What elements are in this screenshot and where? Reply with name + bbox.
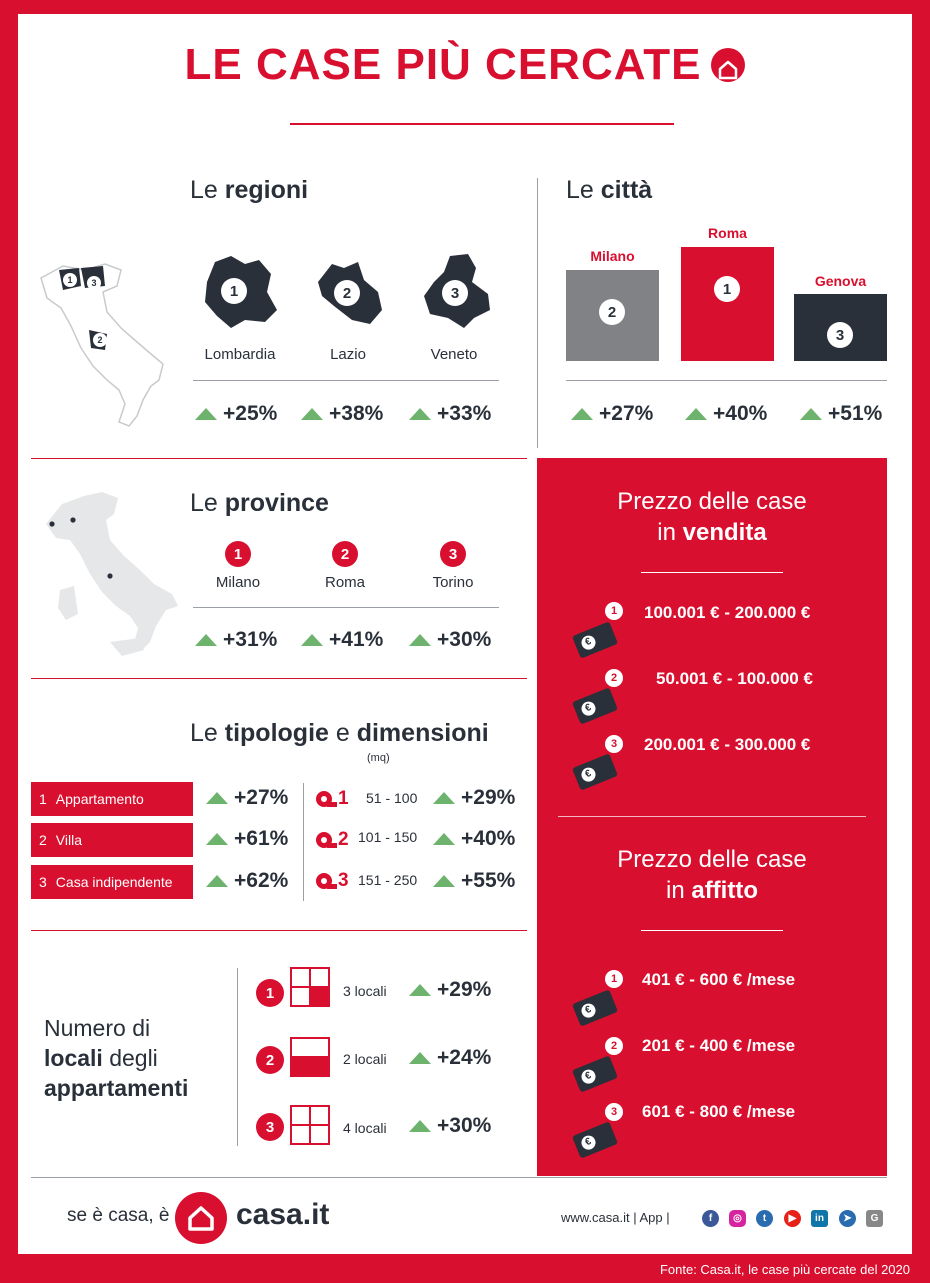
- floorplan-4-icon: [290, 1105, 330, 1145]
- euro-symbol: €: [579, 700, 597, 718]
- measuring-tape-icon: [315, 872, 337, 890]
- type-rank-2: 2: [39, 832, 47, 848]
- type-appartamento: [31, 782, 193, 816]
- up-arrow-icon: [206, 833, 228, 845]
- tipologie-heading-pre: Le: [190, 719, 225, 747]
- euro-symbol: €: [579, 766, 597, 784]
- type-rank-3: 3: [39, 874, 47, 890]
- title-text: LE CASE PIÙ CERCATE: [184, 40, 702, 89]
- size-range-1: 51 - 100: [366, 790, 418, 806]
- facebook-icon[interactable]: f: [702, 1210, 719, 1227]
- size-change-1-value: +29%: [461, 786, 516, 809]
- tipologie-heading-bold2: dimensioni: [356, 719, 489, 747]
- casa-logo-icon: [175, 1192, 227, 1244]
- city-change-1-value: +27%: [599, 402, 654, 425]
- lombardia-rank: 1: [221, 278, 247, 304]
- up-arrow-icon: [206, 875, 228, 887]
- affitto-divider: [641, 930, 783, 931]
- tipologie-heading: [190, 719, 489, 748]
- city-change-3-value: +51%: [828, 402, 883, 425]
- citta-divider: [566, 380, 887, 381]
- section-divider-3: [31, 930, 527, 931]
- affitto-rank-3: 3: [605, 1103, 623, 1121]
- locali-change-1-value: +29%: [437, 978, 492, 1001]
- province-heading-pre: Le: [190, 489, 225, 517]
- euro-symbol: €: [579, 1134, 597, 1152]
- affitto-range-1: 401 € - 600 € /mese: [642, 970, 796, 989]
- locali-heading-rest: degli: [102, 1045, 158, 1071]
- city-bar-roma: [681, 247, 774, 361]
- tipologie-vertical-divider: [303, 783, 304, 901]
- regione-change-3: [409, 402, 491, 426]
- vendita-range-3: 200.001 € - 300.000 €: [644, 735, 811, 754]
- affitto-heading-bold: affitto: [691, 877, 758, 904]
- up-arrow-icon: [800, 408, 822, 420]
- up-arrow-icon: [301, 408, 323, 420]
- city-rank-genova: 3: [827, 322, 853, 348]
- affitto-rank-1: 1: [605, 970, 623, 988]
- tipologie-heading-mid: e: [328, 719, 357, 747]
- top-section-divider: [537, 178, 538, 448]
- province-change-1: [195, 628, 277, 652]
- affitto-range-2: 201 € - 400 € /mese: [642, 1036, 796, 1055]
- type-change-1: [206, 786, 288, 810]
- city-name-roma: Roma: [708, 225, 747, 241]
- type-change-3: [206, 869, 288, 893]
- type-rank-1: 1: [39, 791, 47, 807]
- lazio-rank: 2: [334, 280, 360, 306]
- regione-label-2: Lazio: [330, 346, 366, 363]
- regioni-heading-bold: regioni: [224, 176, 309, 204]
- locali-rank-3: 3: [256, 1113, 284, 1141]
- up-arrow-icon: [433, 792, 455, 804]
- up-arrow-icon: [409, 1120, 431, 1132]
- price-tag-icon: [572, 1121, 618, 1158]
- vendita-range-2: 50.001 € - 100.000 €: [656, 669, 813, 688]
- instagram-icon[interactable]: ◎: [729, 1210, 746, 1227]
- size-rank-1: 1: [338, 788, 349, 809]
- type-name-1: Appartamento: [55, 791, 144, 807]
- province-change-2: [301, 628, 383, 652]
- section-divider-2: [31, 678, 527, 679]
- house-icon: [711, 48, 745, 82]
- vendita-heading-pre: in: [657, 519, 683, 546]
- city-name-genova: Genova: [814, 273, 867, 289]
- locali-change-3: [409, 1114, 491, 1138]
- locali-vertical-divider: [237, 968, 238, 1146]
- city-change-2: [685, 402, 767, 426]
- vendita-heading-bold: vendita: [682, 519, 767, 546]
- locali-change-1: [409, 978, 491, 1002]
- size-row-2: [315, 829, 349, 851]
- city-rank-milano: 2: [599, 299, 625, 325]
- price-tag-icon: [572, 1055, 618, 1092]
- affitto-heading-pre: in: [665, 877, 692, 904]
- price-tag-icon: [572, 753, 618, 790]
- province-rank-2: 2: [332, 541, 358, 567]
- price-tag-icon: [572, 989, 618, 1026]
- type-villa: [31, 823, 193, 857]
- title-divider: [290, 123, 674, 125]
- map-badge-veneto: 3: [87, 276, 101, 290]
- up-arrow-icon: [433, 875, 455, 887]
- city-change-2-value: +40%: [713, 402, 768, 425]
- type-casa-indipendente: [31, 865, 193, 899]
- up-arrow-icon: [206, 792, 228, 804]
- province-change-1-value: +31%: [223, 628, 278, 651]
- up-arrow-icon: [301, 634, 323, 646]
- vendita-range-1: 100.001 € - 200.000 €: [644, 603, 811, 622]
- map-badge-lombardia: 1: [63, 273, 77, 287]
- telegram-icon[interactable]: ➤: [839, 1210, 856, 1227]
- euro-symbol: €: [579, 1068, 597, 1086]
- province-heading-bold: province: [224, 489, 329, 517]
- up-arrow-icon: [409, 408, 431, 420]
- youtube-icon[interactable]: ▶: [784, 1210, 801, 1227]
- affitto-heading-line1: Prezzo delle case: [617, 846, 807, 873]
- regione-change-1: [195, 402, 277, 426]
- type-change-2: [206, 827, 288, 851]
- locali-name-1: 3 locali: [343, 983, 387, 999]
- size-row-3: [315, 870, 349, 892]
- locali-heading-bold1: locali: [44, 1045, 103, 1071]
- footer-divider: [31, 1177, 887, 1178]
- regioni-heading-pre: Le: [190, 176, 225, 204]
- price-tag-icon: [572, 621, 618, 658]
- vendita-rank-2: 2: [605, 669, 623, 687]
- measuring-tape-icon: [315, 831, 337, 849]
- size-rank-2: 2: [338, 829, 349, 850]
- tipologie-heading-bold1: tipologie: [224, 719, 329, 747]
- locali-heading-bold2: appartamenti: [44, 1075, 189, 1101]
- up-arrow-icon: [433, 833, 455, 845]
- italy-provinces-map: [40, 488, 182, 664]
- affitto-rank-2: 2: [605, 1037, 623, 1055]
- size-change-3: [433, 869, 515, 893]
- regione-label-3: Veneto: [430, 346, 478, 363]
- size-change-3-value: +55%: [461, 869, 516, 892]
- province-label-1: Milano: [215, 574, 261, 591]
- locali-change-2-value: +24%: [437, 1046, 492, 1069]
- type-name-2: Villa: [55, 832, 82, 848]
- locali-name-3: 4 locali: [343, 1120, 387, 1136]
- linkedin-icon[interactable]: in: [811, 1210, 828, 1227]
- locali-heading: [44, 1013, 188, 1103]
- province-rank-1: 1: [225, 541, 251, 567]
- city-name-milano: Milano: [590, 248, 635, 264]
- up-arrow-icon: [195, 634, 217, 646]
- measuring-tape-icon: [315, 790, 337, 808]
- regioni-heading: [190, 176, 308, 205]
- up-arrow-icon: [409, 634, 431, 646]
- twitter-icon[interactable]: t: [756, 1210, 773, 1227]
- regioni-divider: [193, 380, 499, 381]
- regione-change-2-value: +38%: [329, 402, 384, 425]
- footer-brand: casa.it: [236, 1198, 330, 1231]
- up-arrow-icon: [685, 408, 707, 420]
- euro-symbol: €: [579, 634, 597, 652]
- price-tag-icon: [572, 687, 618, 724]
- province-heading: [190, 489, 329, 518]
- size-rank-3: 3: [338, 870, 349, 891]
- province-change-2-value: +41%: [329, 628, 384, 651]
- prezzi-panel: [537, 458, 887, 1176]
- province-change-3: [409, 628, 491, 652]
- source-note: Fonte: Casa.it, le case più cercate del 2020: [659, 1262, 910, 1277]
- regione-label-1: Lombardia: [204, 346, 276, 363]
- size-change-1: [433, 786, 515, 810]
- locali-change-3-value: +30%: [437, 1114, 492, 1137]
- dimensioni-unit: (mq): [367, 752, 390, 764]
- size-row-1: [315, 788, 349, 810]
- affitto-range-3: 601 € - 800 € /mese: [642, 1102, 796, 1121]
- locali-rank-2: 2: [256, 1046, 284, 1074]
- locali-rank-1: 1: [256, 979, 284, 1007]
- citta-heading-pre: Le: [566, 176, 601, 204]
- regione-change-2: [301, 402, 383, 426]
- province-label-3: Torino: [432, 574, 474, 591]
- type-change-1-value: +27%: [234, 786, 289, 809]
- citta-heading: [566, 176, 652, 205]
- city-change-1: [571, 402, 653, 426]
- section-divider-1: [31, 458, 527, 459]
- locali-change-2: [409, 1046, 491, 1070]
- up-arrow-icon: [195, 408, 217, 420]
- type-change-3-value: +62%: [234, 869, 289, 892]
- footer-slogan: se è casa, è: [67, 1205, 170, 1226]
- vendita-divider: [641, 572, 783, 573]
- map-badge-lazio: 2: [93, 333, 107, 347]
- citta-heading-bold: città: [600, 176, 653, 204]
- floorplan-3-icon: [290, 967, 330, 1007]
- province-change-3-value: +30%: [437, 628, 492, 651]
- regione-change-1-value: +25%: [223, 402, 278, 425]
- size-change-2: [433, 827, 515, 851]
- vendita-rank-3: 3: [605, 735, 623, 753]
- page-title: [0, 40, 930, 90]
- province-divider: [193, 607, 499, 608]
- google-news-icon[interactable]: G: [866, 1210, 883, 1227]
- euro-symbol: €: [579, 1002, 597, 1020]
- province-label-2: Roma: [324, 574, 365, 591]
- up-arrow-icon: [409, 1052, 431, 1064]
- floorplan-2-icon: [290, 1037, 330, 1077]
- veneto-rank: 3: [442, 280, 468, 306]
- up-arrow-icon: [571, 408, 593, 420]
- size-range-2: 101 - 150: [358, 829, 418, 845]
- panel-middle-divider: [558, 816, 866, 817]
- city-rank-roma: 1: [714, 276, 740, 302]
- regione-change-3-value: +33%: [437, 402, 492, 425]
- vendita-rank-1: 1: [605, 602, 623, 620]
- size-range-3: 151 - 250: [358, 872, 418, 888]
- vendita-heading: [537, 486, 887, 548]
- footer-links[interactable]: www.casa.it | App |: [561, 1210, 670, 1225]
- locali-name-2: 2 locali: [343, 1051, 387, 1067]
- vendita-heading-line1: Prezzo delle case: [617, 488, 807, 515]
- type-change-2-value: +61%: [234, 827, 289, 850]
- up-arrow-icon: [409, 984, 431, 996]
- size-change-2-value: +40%: [461, 827, 516, 850]
- province-rank-3: 3: [440, 541, 466, 567]
- city-change-3: [800, 402, 882, 426]
- type-name-3: Casa indipendente: [55, 874, 173, 890]
- locali-heading-line1: Numero di: [44, 1015, 151, 1041]
- affitto-heading: [537, 844, 887, 906]
